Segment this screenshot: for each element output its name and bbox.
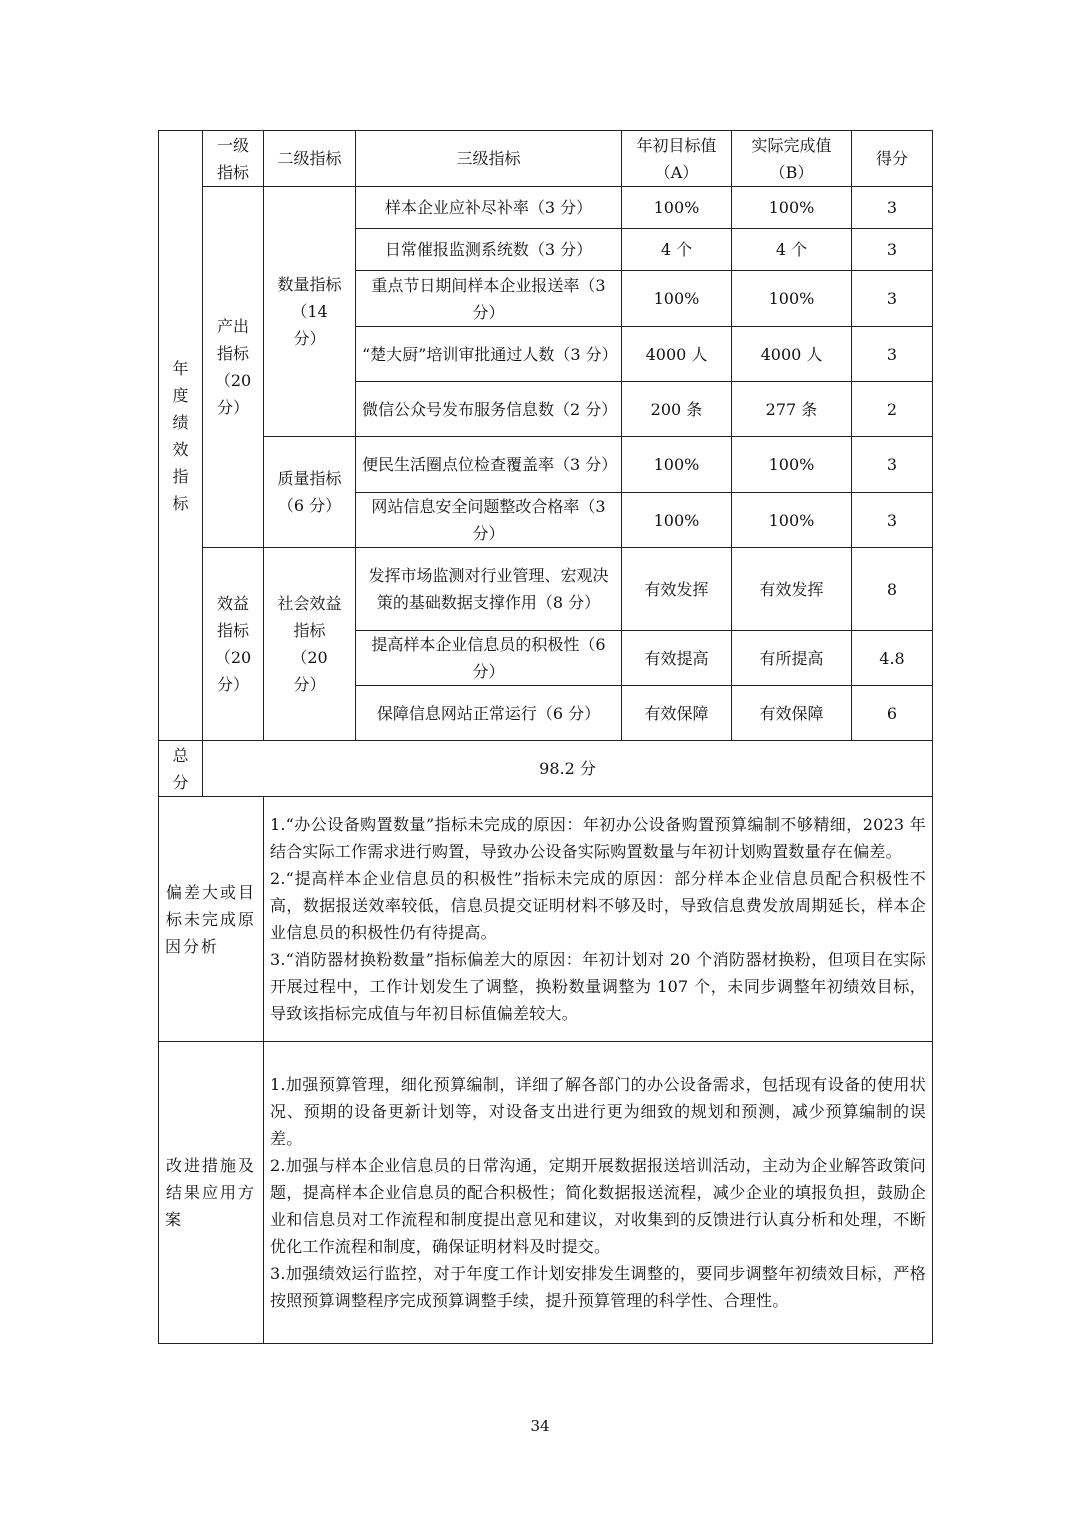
target-cell: 有效提高 (622, 631, 732, 686)
score-cell: 3 (852, 493, 933, 548)
actual-cell: 277 条 (732, 382, 852, 437)
group-quantity: 数量指标 （14 分） (264, 187, 356, 437)
indicator-cell: 微信公众号发布服务信息数（2 分） (356, 382, 622, 437)
deviation-item-3: 3.“消防器材换粉数量”指标偏差大的原因：年初计划对 20 个消防器材换粉，但项目在实际开展过程中，工作计划发生了调整，换粉数量调整为 107 个，未同步调整年初绩效目标，导致该指标完成值与年初目标值偏差较大。 (270, 950, 926, 1023)
score-cell: 3 (852, 187, 933, 229)
group-social: 社会效益 指标 （20 分） (264, 548, 356, 741)
header-actual: 实际完成值 （B） (732, 131, 852, 187)
target-cell: 100% (622, 271, 732, 327)
improvement-item-1: 1.加强预算管理，细化预算编制，详细了解各部门的办公设备需求，包括现有设备的使用状况、预期的设备更新计划等，对设备支出进行更为细致的规划和预测，减少预算编制的误差。 (270, 1075, 926, 1148)
target-cell: 100% (622, 493, 732, 548)
improvement-content (264, 1042, 933, 1344)
deviation-content (264, 797, 933, 1042)
indicator-cell: 保障信息网站正常运行（6 分） (356, 686, 622, 741)
improvement-item-2: 2.加强与样本企业信息员的日常沟通，定期开展数据报送培训活动，主动为企业解答政策问题，提高样本企业信息员的配合积极性；简化数据报送流程，减少企业的填报负担，鼓励企业和信息员对工作流程和制度提出意见和建议，对收集到的反馈进行认真分析和处理，不断优化工作流程和制度，确保证明材料及时提交。 (270, 1156, 926, 1256)
group-output: 产出 指标 （20 分） (203, 187, 264, 548)
target-cell: 200 条 (622, 382, 732, 437)
actual-cell: 有所提高 (732, 631, 852, 686)
deviation-label: 偏差大或目标未完成原因分析 (159, 797, 264, 1042)
indicator-cell: 便民生活圈点位检查覆盖率（3 分） (356, 437, 622, 493)
score-cell: 3 (852, 437, 933, 493)
target-cell: 100% (622, 187, 732, 229)
score-cell: 6 (852, 686, 933, 741)
actual-cell: 有效发挥 (732, 548, 852, 631)
actual-cell: 4 个 (732, 229, 852, 271)
actual-cell: 100% (732, 187, 852, 229)
page-number: 34 (530, 1417, 550, 1435)
indicator-cell: “楚大厨”培训审批通过人数（3 分） (356, 327, 622, 382)
header-target: 年初目标值 （A） (622, 131, 732, 187)
improvement-label: 改进措施及结果应用方案 (159, 1042, 264, 1344)
target-cell: 4000 人 (622, 327, 732, 382)
header-level1: 一级 指标 (203, 131, 264, 187)
total-label: 总 分 (159, 741, 203, 797)
target-cell: 有效保障 (622, 686, 732, 741)
indicator-cell: 日常催报监测系统数（3 分） (356, 229, 622, 271)
deviation-item-1: 1.“办公设备购置数量”指标未完成的原因：年初办公设备购置预算编制不够精细，2023 年结合实际工作需求进行购置，导致办公设备实际购置数量与年初计划购置数量存在偏差。 (270, 815, 926, 861)
improvement-row (159, 1042, 933, 1344)
actual-cell: 100% (732, 271, 852, 327)
group-benefit: 效益 指标 （20 分） (203, 548, 264, 741)
total-value: 98.2 分 (203, 741, 933, 797)
target-cell: 有效发挥 (622, 548, 732, 631)
indicator-cell: 样本企业应补尽补率（3 分） (356, 187, 622, 229)
group-quality: 质量指标 （6 分） (264, 437, 356, 548)
score-cell: 4.8 (852, 631, 933, 686)
score-cell: 3 (852, 271, 933, 327)
improvement-item-3: 3.加强绩效运行监控，对于年度工作计划安排发生调整的，要同步调整年初绩效目标，严格按照预算调整程序完成预算调整手续，提升预算管理的科学性、合理性。 (270, 1264, 926, 1310)
deviation-item-2: 2.“提高样本企业信息员的积极性”指标未完成的原因：部分样本企业信息员配合积极性不高，数据报送效率较低，信息员提交证明材料不够及时，导致信息费发放周期延长，样本企业信息员的积极性仍有待提高。 (270, 869, 926, 942)
table-row (159, 187, 933, 229)
side-label: 年度绩效指标 (159, 131, 203, 741)
indicator-cell: 网站信息安全问题整改合格率（3 分） (356, 493, 622, 548)
indicator-cell: 提高样本企业信息员的积极性（6 分） (356, 631, 622, 686)
header-row (159, 131, 933, 187)
score-cell: 2 (852, 382, 933, 437)
score-cell: 3 (852, 327, 933, 382)
deviation-row (159, 797, 933, 1042)
performance-table (158, 130, 933, 1344)
indicator-cell: 发挥市场监测对行业管理、宏观决策的基础数据支撑作用（8 分） (356, 548, 622, 631)
header-score: 得分 (852, 131, 933, 187)
score-cell: 3 (852, 229, 933, 271)
header-level2: 二级指标 (264, 131, 356, 187)
score-cell: 8 (852, 548, 933, 631)
table-row (159, 548, 933, 631)
header-level3: 三级指标 (356, 131, 622, 187)
indicator-cell: 重点节日期间样本企业报送率（3 分） (356, 271, 622, 327)
target-cell: 100% (622, 437, 732, 493)
actual-cell: 100% (732, 437, 852, 493)
total-row (159, 741, 933, 797)
actual-cell: 100% (732, 493, 852, 548)
actual-cell: 有效保障 (732, 686, 852, 741)
actual-cell: 4000 人 (732, 327, 852, 382)
target-cell: 4 个 (622, 229, 732, 271)
table-row (159, 437, 933, 493)
